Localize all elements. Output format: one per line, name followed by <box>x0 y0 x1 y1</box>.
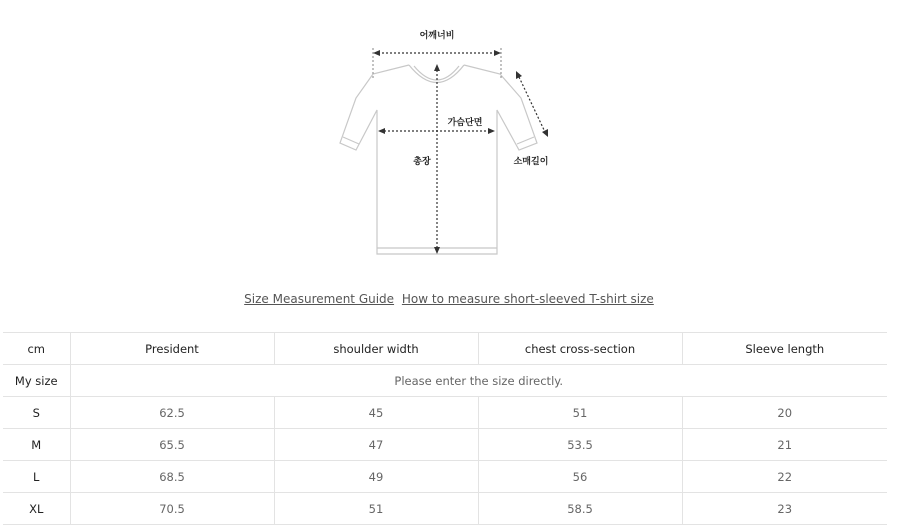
table-row <box>3 397 887 429</box>
my-size-row <box>3 365 887 397</box>
chest-label: 가슴단면 <box>447 118 483 128</box>
cell-president: 62.5 <box>70 397 274 429</box>
cell-sleeve-length: 20 <box>682 397 887 429</box>
sleeve-length-arrow <box>516 71 548 137</box>
cell-chest: 51 <box>478 397 682 429</box>
cell-president: 65.5 <box>70 429 274 461</box>
my-size-label: My size <box>3 365 70 397</box>
cell-shoulder-width: 51 <box>274 493 478 525</box>
header-unit: cm <box>3 333 70 365</box>
table-header-row <box>3 333 887 365</box>
size-label: L <box>3 461 70 493</box>
cell-sleeve-length: 21 <box>682 429 887 461</box>
cell-sleeve-length: 22 <box>682 461 887 493</box>
tshirt-outline <box>340 65 537 254</box>
cell-shoulder-width: 47 <box>274 429 478 461</box>
table-row <box>3 461 887 493</box>
size-guide-link[interactable]: Size Measurement Guide <box>244 292 395 306</box>
sleeve-length-label: 소매길이 <box>513 157 549 167</box>
length-label: 총장 <box>413 157 431 167</box>
cell-sleeve-length: 23 <box>682 493 887 525</box>
cell-chest: 56 <box>478 461 682 493</box>
table-row <box>3 493 887 525</box>
header-chest: chest cross-section <box>478 333 682 365</box>
size-label: XL <box>3 493 70 525</box>
header-sleeve-length: Sleeve length <box>682 333 887 365</box>
my-size-input-prompt[interactable]: Please enter the size directly. <box>70 365 887 397</box>
header-shoulder-width: shoulder width <box>274 333 478 365</box>
cell-president: 68.5 <box>70 461 274 493</box>
cell-chest: 58.5 <box>478 493 682 525</box>
cell-chest: 53.5 <box>478 429 682 461</box>
shoulder-width-arrow <box>373 48 501 78</box>
cell-shoulder-width: 45 <box>274 397 478 429</box>
shoulder-width-label: 어깨너비 <box>419 31 455 41</box>
length-arrow <box>434 64 440 254</box>
size-table <box>3 332 887 525</box>
measure-guide-link[interactable]: How to measure short-sleeved T-shirt size <box>401 292 654 306</box>
table-row <box>3 429 887 461</box>
cell-president: 70.5 <box>70 493 274 525</box>
header-president: President <box>70 333 274 365</box>
guide-links <box>0 292 898 306</box>
size-label: M <box>3 429 70 461</box>
size-label: S <box>3 397 70 429</box>
cell-shoulder-width: 49 <box>274 461 478 493</box>
